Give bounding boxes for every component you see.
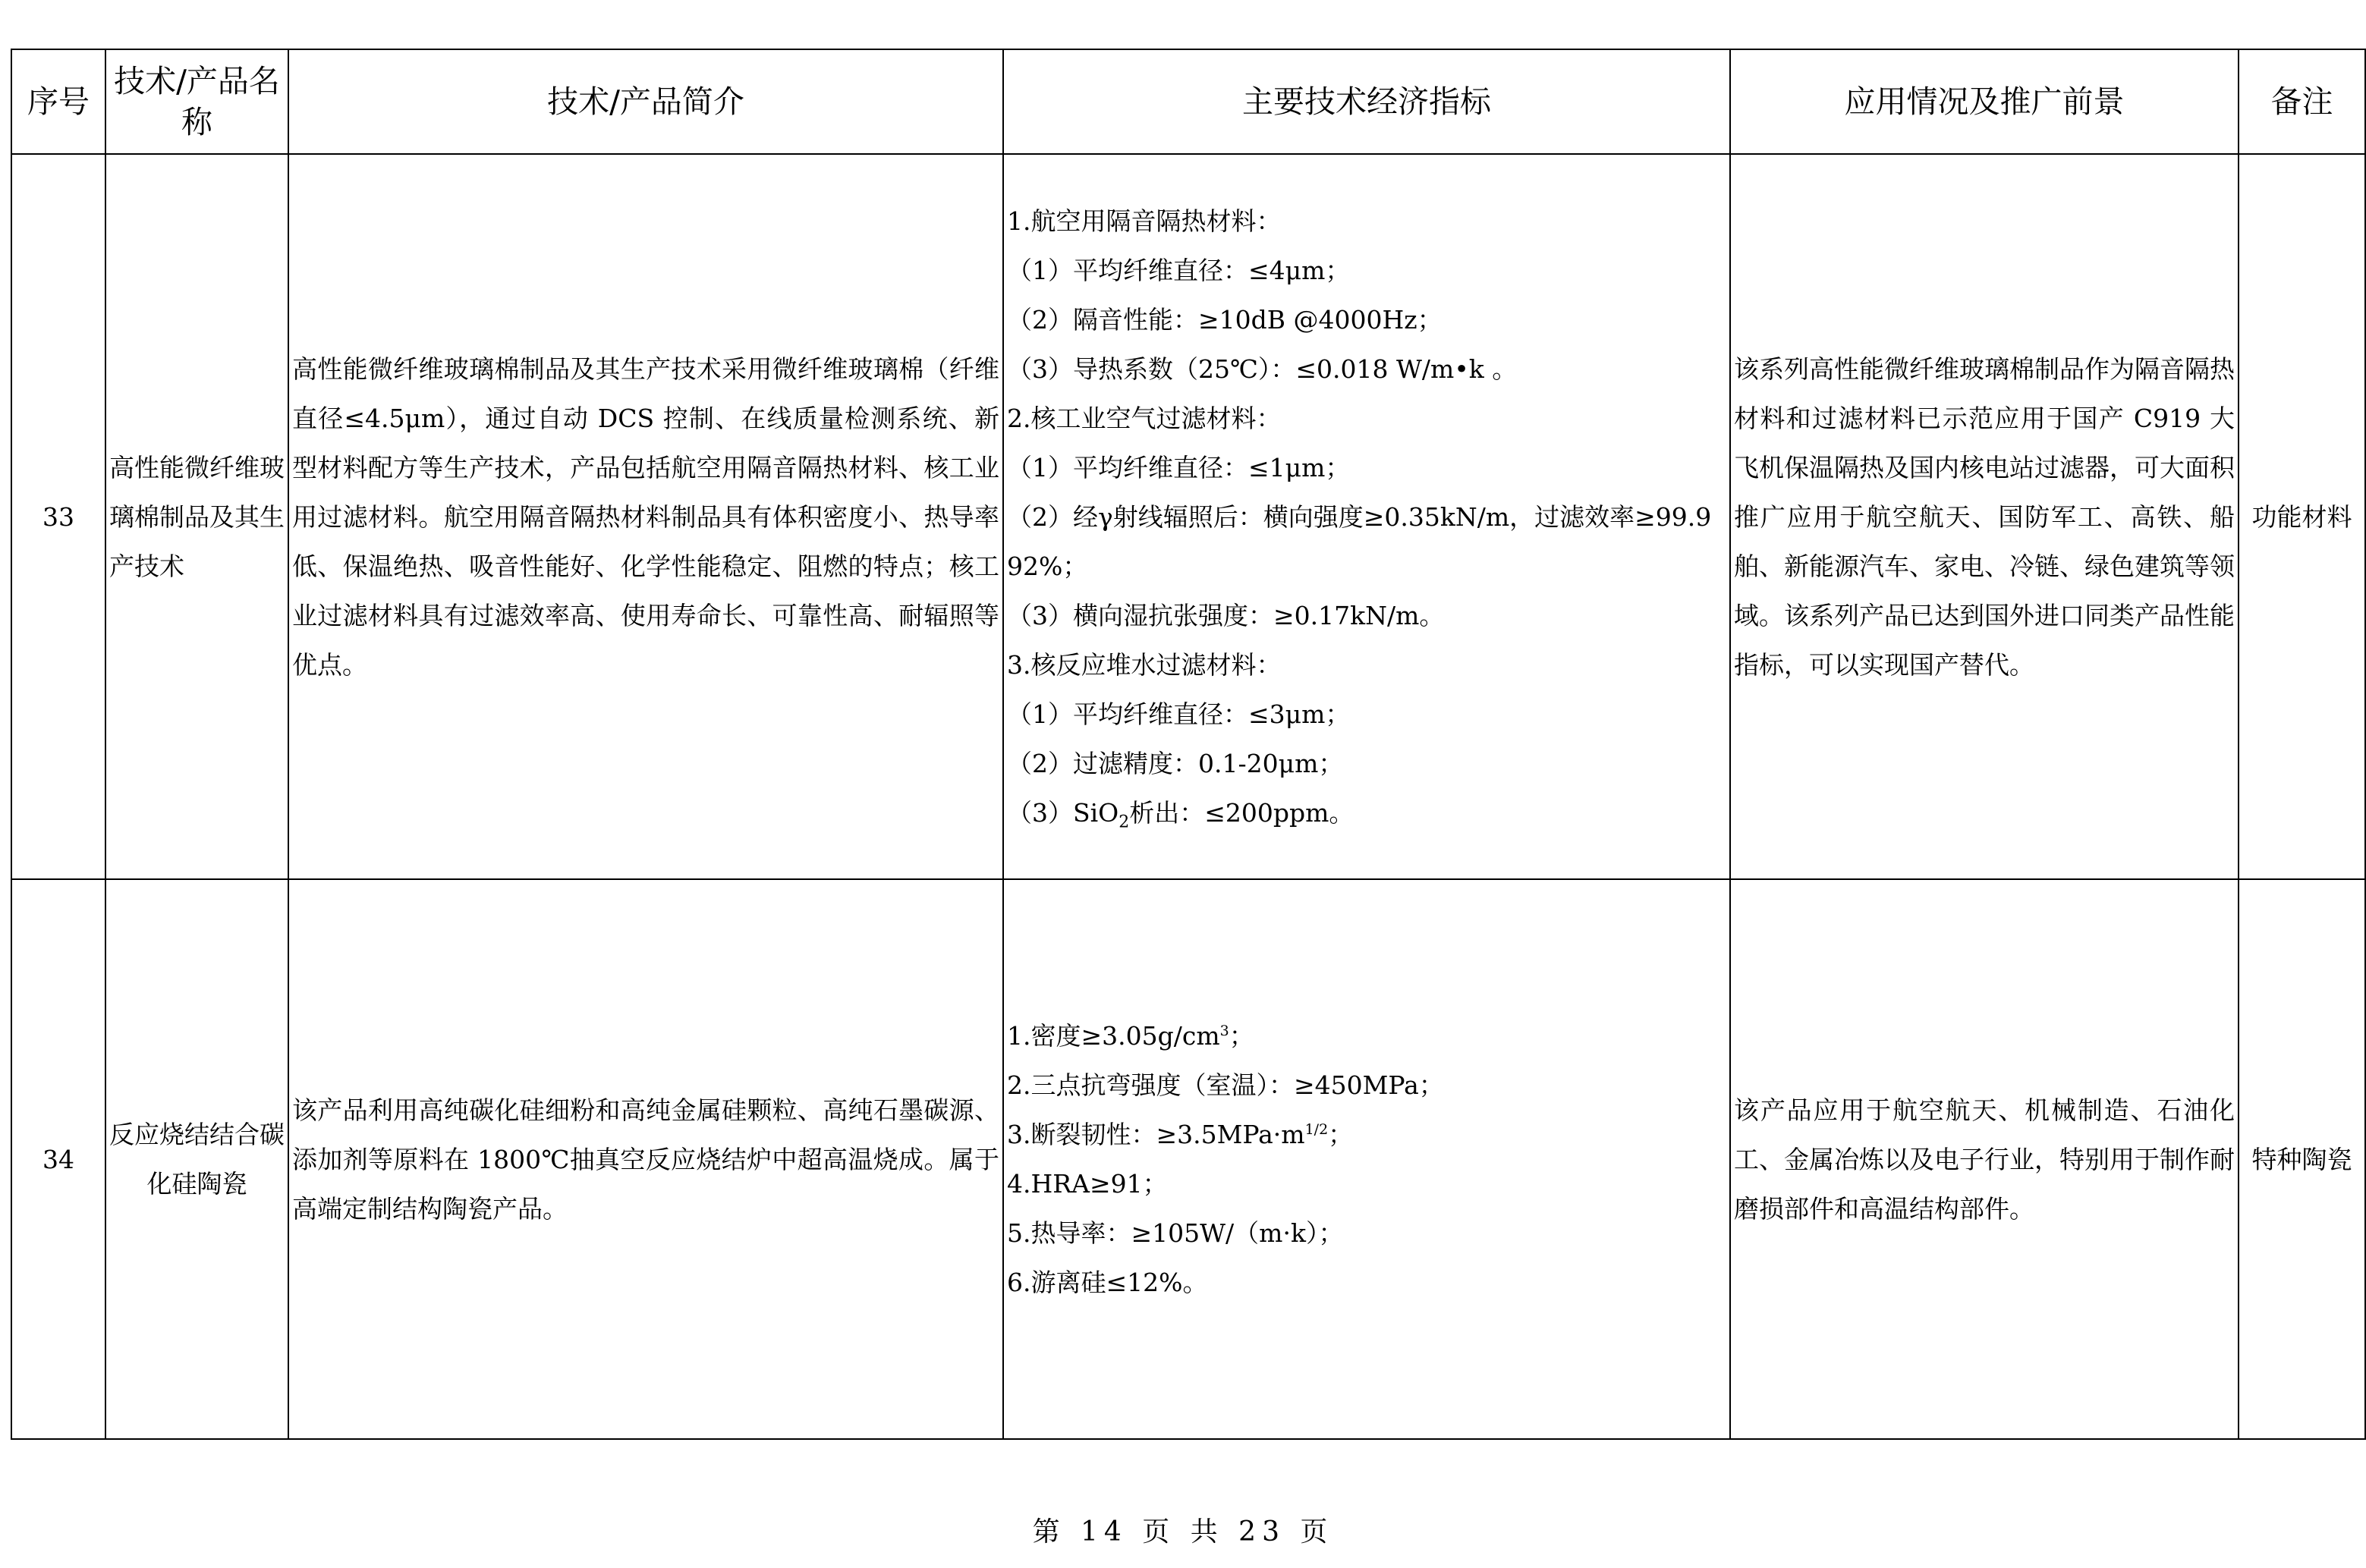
indicator-line: 2.三点抗弯强度（室温）：≥450MPa；	[1007, 1070, 1444, 1100]
table-row	[11, 154, 2365, 879]
catalog-table	[11, 49, 2366, 1440]
sio2-subscript: 2	[1119, 812, 1130, 832]
row-indicators	[1003, 154, 1730, 879]
row-intro: 高性能微纤维玻璃棉制品及其生产技术采用微纤维玻璃棉（纤维直径≤4.5μm），通过自动 DCS 控制、在线质量检测系统、新型材料配方等生产技术，产品包括航空用隔音隔热材料、核工业用过滤材料。航空用隔音隔热材料制品具有体积密度小、热导率低、保温绝热、吸音性能好、化学性能稳定、阻燃的特点；核工业过滤材料具有过滤效率高、使用寿命长、可靠性高、耐辐照等优点。	[288, 154, 1003, 879]
indicator-line: 4.HRA≥91；	[1007, 1169, 1168, 1199]
toughness-suffix: ；	[1328, 1120, 1354, 1149]
indicator-line: （1）平均纤维直径：≤4μm；	[1007, 255, 1351, 285]
indicator-line: 1.航空用隔音隔热材料：	[1007, 206, 1282, 236]
row-remark: 特种陶瓷	[2239, 879, 2365, 1439]
row-application: 该产品应用于航空航天、机械制造、石油化工、金属冶炼以及电子行业，特别用于制作耐磨损部件和高温结构部件。	[1730, 879, 2239, 1439]
page-number: 第 14 页 共 23 页	[1032, 1516, 1334, 1548]
indicator-line-density	[1007, 1011, 1726, 1061]
table-header-row	[11, 49, 2365, 154]
header-remark: 备注	[2239, 49, 2365, 154]
indicator-line: （3）导热系数（25℃）：≤0.018 W/m•k 。	[1007, 354, 1518, 384]
header-indicators: 主要技术经济指标	[1003, 49, 1730, 154]
density-suffix: ；	[1229, 1021, 1254, 1051]
toughness-superscript: 1/2	[1304, 1121, 1329, 1138]
indicator-line-sio2	[1007, 788, 1726, 837]
header-seq: 序号	[11, 49, 105, 154]
row-application: 该系列高性能微纤维玻璃棉制品作为隔音隔热材料和过滤材料已示范应用于国产 C919 大飞机保温隔热及国内核电站过滤器，可大面积推广应用于航空航天、国防军工、高铁、船舶、新能源汽车、家电、冷链、绿色建筑等领域。该系列产品已达到国外进口同类产品性能指标，可以实现国产替代。	[1730, 154, 2239, 879]
sio2-suffix: 析出：≤200ppm。	[1129, 797, 1354, 828]
header-name: 技术/产品名称	[105, 49, 288, 154]
row-seq: 34	[11, 879, 105, 1439]
table-row	[11, 879, 2365, 1439]
row-indicators	[1003, 879, 1730, 1439]
indicator-line: （2）过滤精度：0.1-20μm；	[1007, 748, 1344, 778]
indicator-line: 3.核反应堆水过滤材料：	[1007, 649, 1282, 680]
row-name: 高性能微纤维玻璃棉制品及其生产技术	[105, 154, 288, 879]
row-seq: 33	[11, 154, 105, 879]
indicator-line: （2）经γ射线辐照后：横向强度≥0.35kN/m，过滤效率≥99.992%；	[1007, 501, 1712, 581]
density-superscript: 3	[1219, 1023, 1229, 1039]
row-name: 反应烧结结合碳化硅陶瓷	[105, 879, 288, 1439]
indicator-line: （1）平均纤维直径：≤1μm；	[1007, 452, 1351, 482]
indicator-line: （3）横向湿抗张强度：≥0.17kN/m。	[1007, 600, 1445, 630]
sio2-prefix: （3）SiO	[1007, 797, 1119, 828]
row-intro: 该产品利用高纯碳化硅细粉和高纯金属硅颗粒、高纯石墨碳源、添加剂等原料在 1800℃抽真空反应烧结炉中超高温烧成。属于高端定制结构陶瓷产品。	[288, 879, 1003, 1439]
indicator-line: 5.热导率：≥105W/（m·k）；	[1007, 1218, 1344, 1248]
density-text: 1.密度≥3.05g/cm	[1007, 1021, 1220, 1051]
row-remark: 功能材料	[2239, 154, 2365, 879]
indicator-line: 6.游离硅≤12%。	[1007, 1268, 1208, 1297]
indicator-line: 2.核工业空气过滤材料：	[1007, 403, 1282, 433]
header-application: 应用情况及推广前景	[1730, 49, 2239, 154]
indicator-line: （1）平均纤维直径：≤3μm；	[1007, 699, 1351, 729]
indicator-line: （2）隔音性能：≥10dB @4000Hz；	[1007, 304, 1443, 335]
header-intro: 技术/产品简介	[288, 49, 1003, 154]
indicator-line-toughness	[1007, 1110, 1726, 1159]
toughness-text: 3.断裂韧性：≥3.5MPa·m	[1007, 1120, 1305, 1149]
